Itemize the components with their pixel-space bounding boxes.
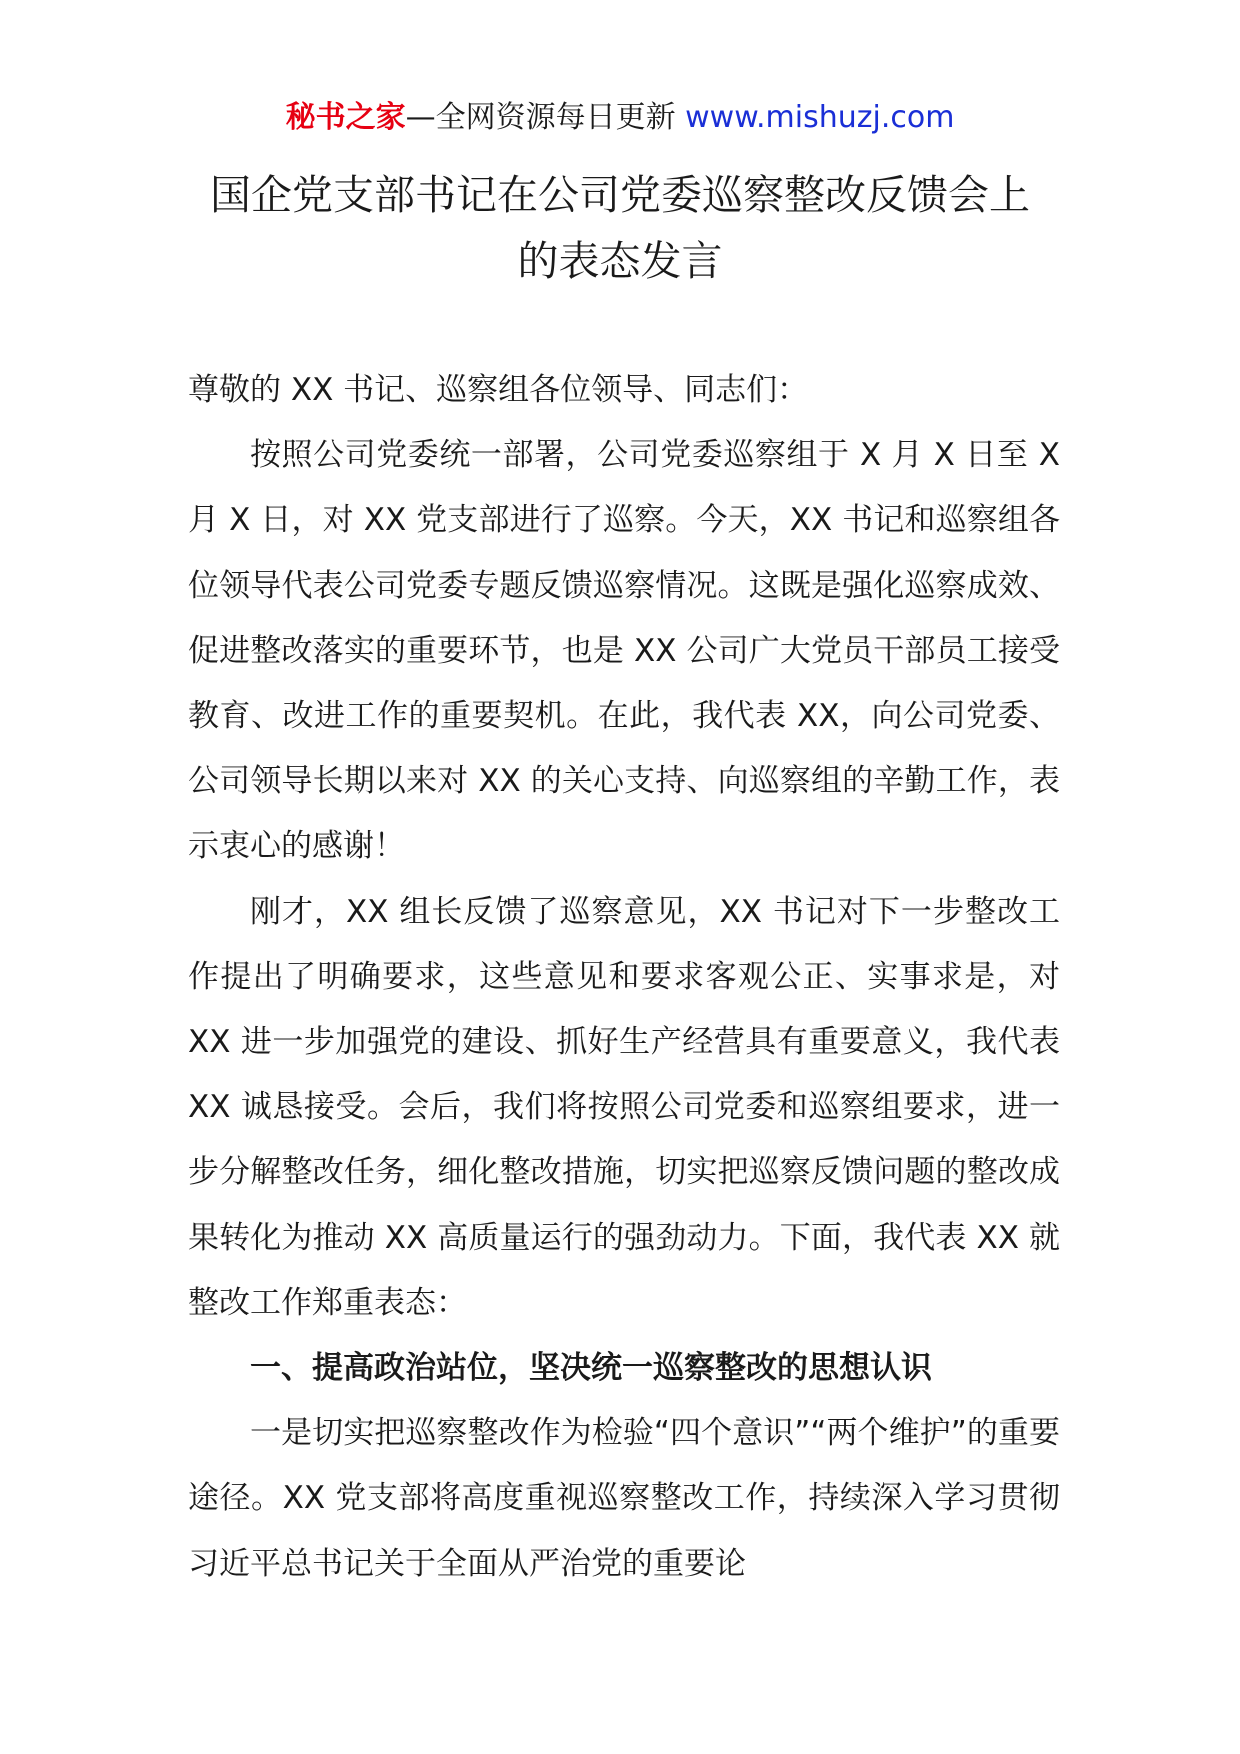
- document-title: [160, 162, 1080, 294]
- paragraph-2: 刚才，XX 组长反馈了巡察意见，XX 书记对下一步整改工作提出了明确要求，这些意见和要求客观公正、实事求是，对 XX 进一步加强党的建设、抓好生产经营具有重要意义，我代表 XX 诚恳接受。会后，我们将按照公司党委和巡察组要求，进一步分解整改任务，细化整改措施，切实把巡察反馈问题的整改成果转化为推动 XX 高质量运行的强劲动力。下面，我代表 XX 就整改工作郑重表态：: [188, 893, 1060, 1321]
- section-1-paragraph: 一是切实把巡察整改作为检验“四个意识”“两个维护”的重要途径。XX 党支部将高度重视巡察整改工作，持续深入学习贯彻习近平总书记关于全面从严治党的重要论: [188, 1415, 1060, 1582]
- banner-tagline: —全网资源每日更新: [405, 100, 676, 135]
- paragraph-1: 按照公司党委统一部署，公司党委巡察组于 X 月 X 日至 X 月 X 日，对 XX 党支部进行了巡察。今天，XX 书记和巡察组各位领导代表公司党委专题反馈巡察情况。这既是强化巡察成效、促进整改落实的重要环节，也是 XX 公司广大党员干部员工接受教育、改进工作的重要契机。在此，我代表 XX，向公司党委、公司领导长期以来对 XX 的关心支持、向巡察组的辛勤工作，表示衷心的感谢！: [188, 437, 1060, 865]
- site-banner: [0, 98, 1240, 138]
- document-body: [188, 358, 1060, 1597]
- title-line-1: 国企党支部书记在公司党委巡察整改反馈会上: [210, 171, 1030, 219]
- banner-brand: 秘书之家: [285, 100, 406, 135]
- banner-url-link[interactable]: www.mishuzj.com: [685, 100, 955, 135]
- title-line-2: 的表态发言: [517, 237, 723, 285]
- section-heading-1: 一、提高政治站位，坚决统一巡察整改的思想认识: [250, 1350, 932, 1387]
- salutation: 尊敬的 XX 书记、巡察组各位领导、同志们：: [188, 372, 809, 408]
